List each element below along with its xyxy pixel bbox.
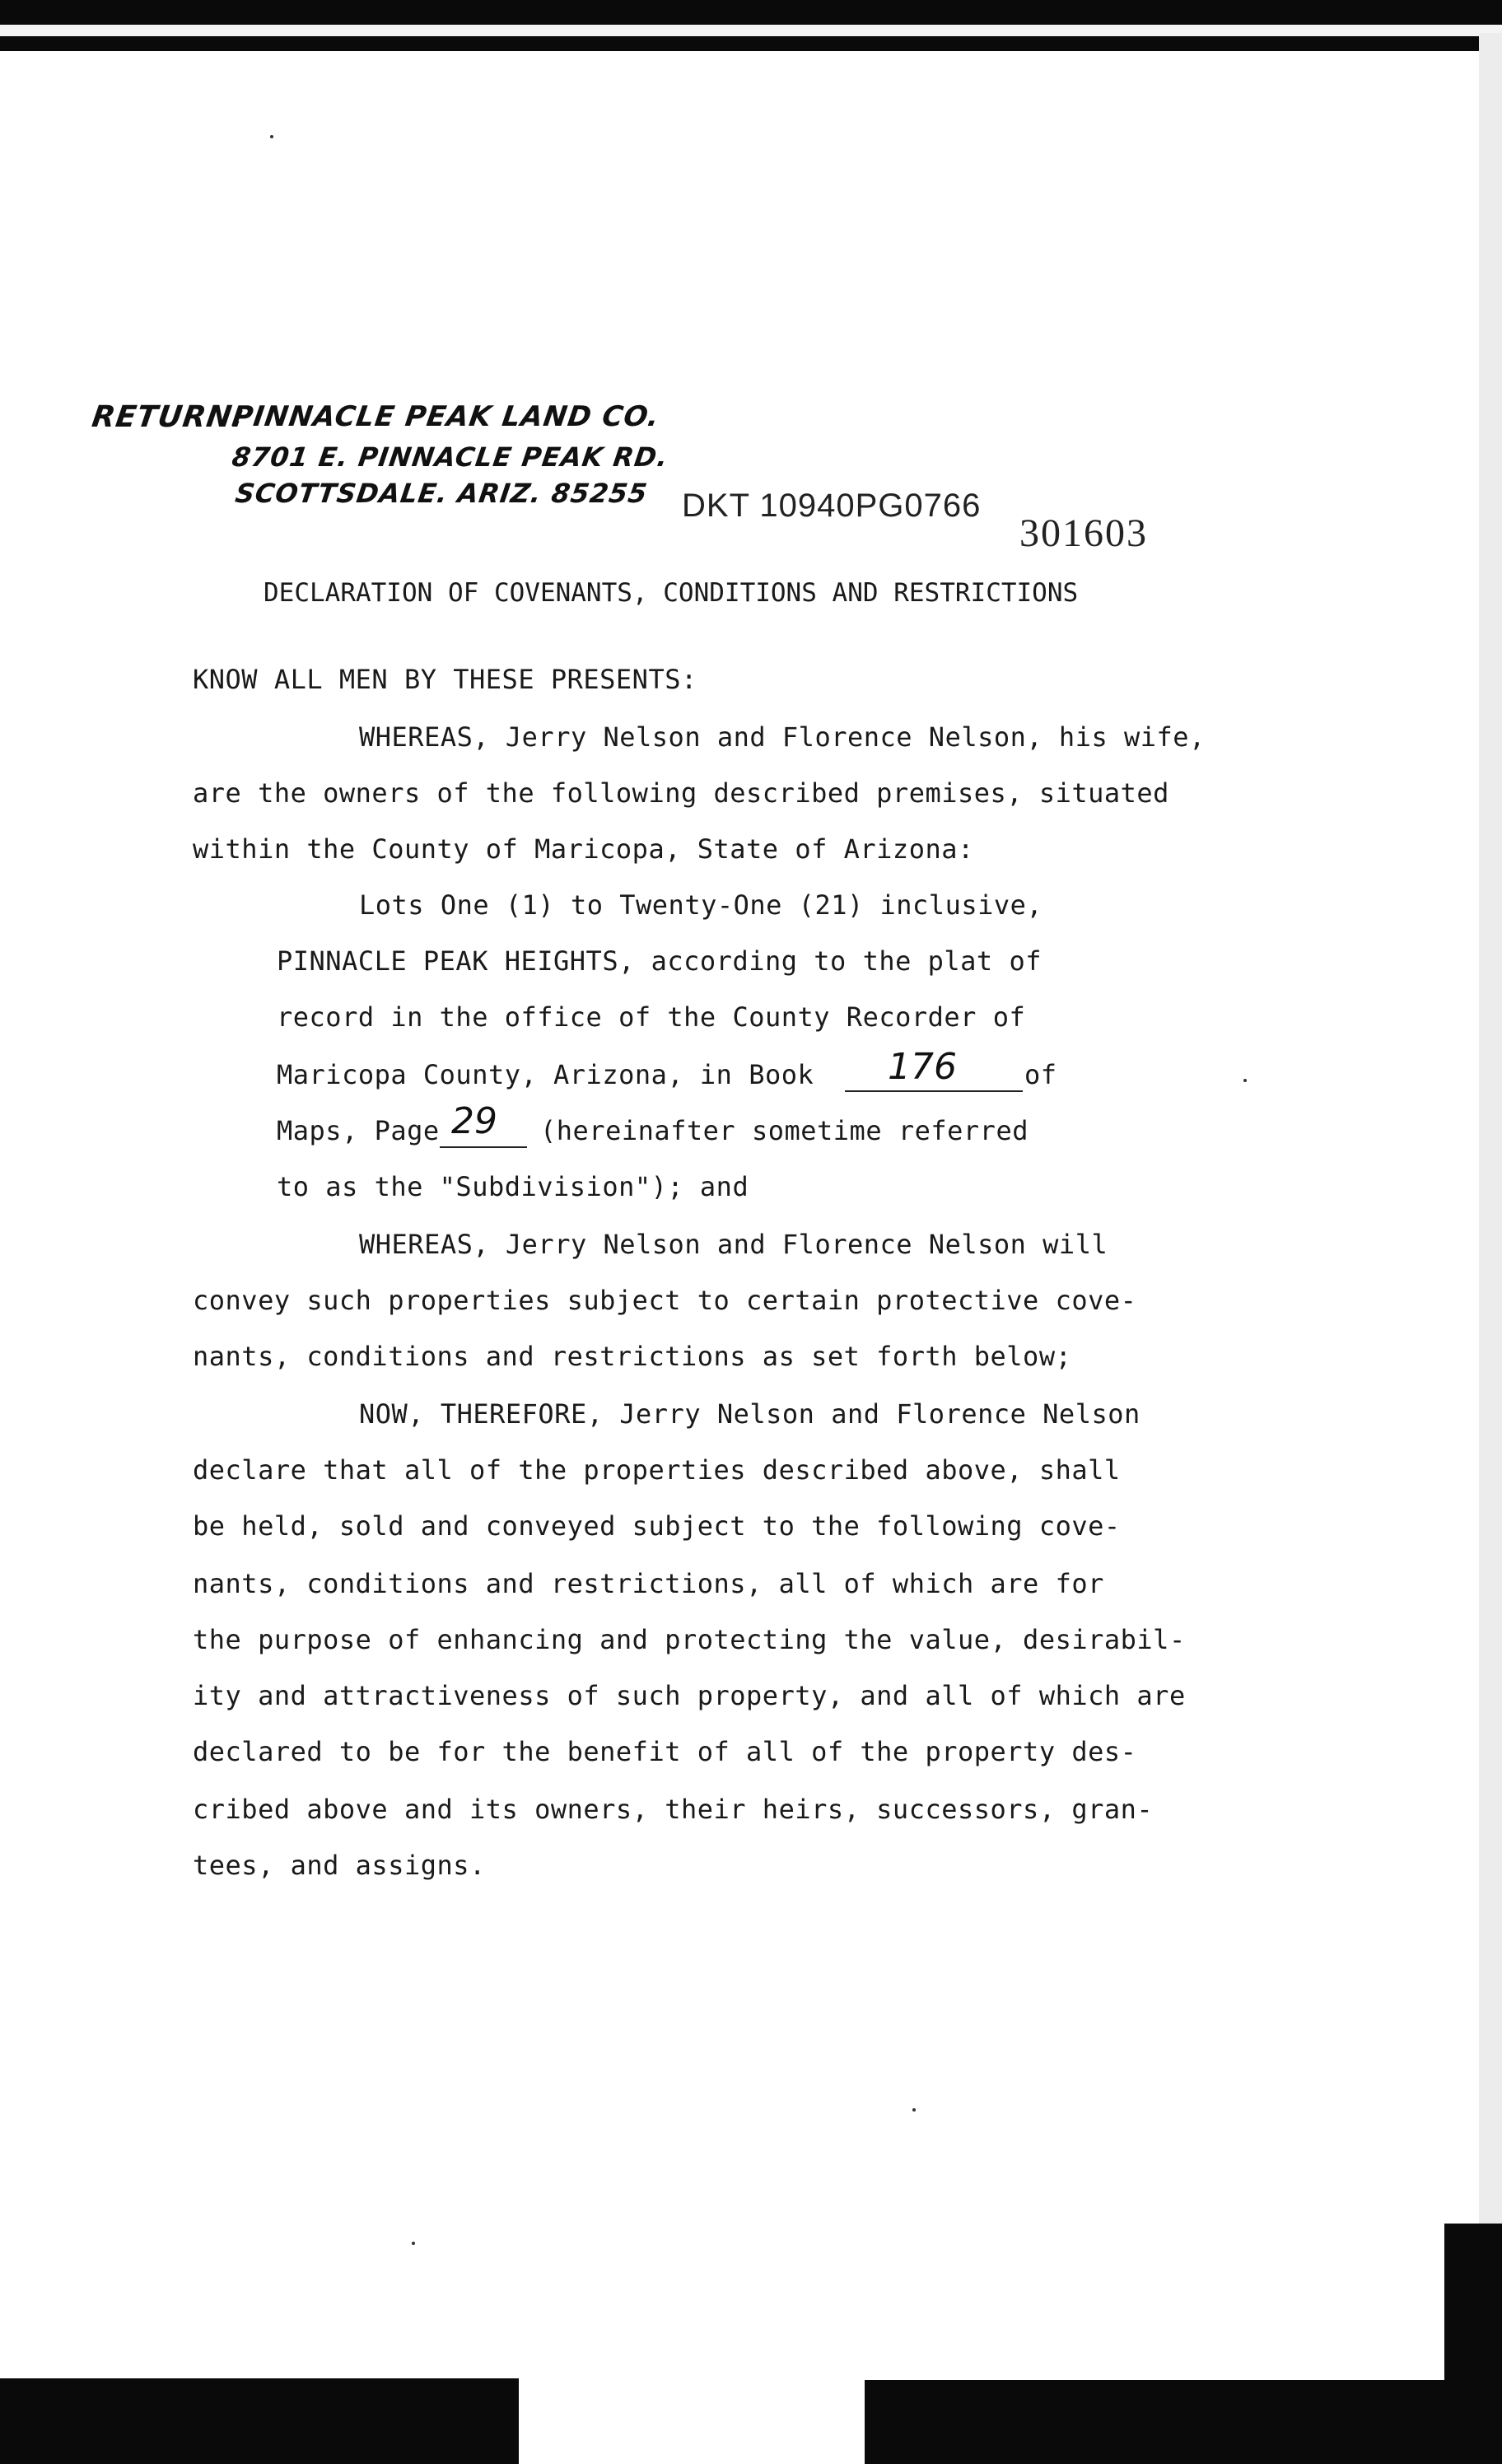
scan-speck <box>412 2242 415 2245</box>
para3-line: declare that all of the properties described above, shall <box>193 1454 1121 1486</box>
document-number: 301603 <box>1019 511 1148 555</box>
book-blank <box>845 1090 1023 1092</box>
page-blank <box>440 1146 527 1148</box>
legal-line: Maps, Page <box>277 1115 440 1146</box>
return-line-2: 8701 E. PINNACLE PEAK RD. <box>230 441 670 473</box>
para2-line: WHEREAS, Jerry Nelson and Florence Nelson will <box>359 1229 1108 1260</box>
para1-line: are the owners of the following described premises, situated <box>193 777 1169 809</box>
para3-line: be held, sold and conveyed subject to the following cove- <box>193 1510 1121 1542</box>
return-label: RETURN: <box>90 400 248 434</box>
scan-speck <box>270 135 273 138</box>
legal-line: (hereinafter sometime referred <box>540 1115 1029 1146</box>
para3-line: cribed above and its owners, their heirs, successors, gran- <box>193 1794 1154 1825</box>
scan-border-gap <box>0 25 1502 36</box>
legal-line: record in the office of the County Recorder of <box>277 1001 1026 1033</box>
para3-line: ity and attractiveness of such property, and all of which are <box>193 1680 1186 1711</box>
para2-line: nants, conditions and restrictions as set forth below; <box>193 1341 1072 1372</box>
scan-edge-right <box>1479 33 1502 2256</box>
para1-line: WHEREAS, Jerry Nelson and Florence Nelson, his wife, <box>359 721 1206 753</box>
docket-stamp: DKT 10940PG0766 <box>682 488 982 524</box>
page-number: 29 <box>451 1100 497 1142</box>
scan-border-bottom-right <box>865 2380 1502 2464</box>
para3-line: NOW, THEREFORE, Jerry Nelson and Florence Nelson <box>359 1398 1140 1430</box>
return-line-1: PINNACLE PEAK LAND CO. <box>230 400 662 433</box>
document-title: DECLARATION OF COVENANTS, CONDITIONS AND RESTRICTIONS <box>264 578 1079 608</box>
book-number: 176 <box>888 1046 957 1088</box>
para2-line: convey such properties subject to certain protective cove- <box>193 1285 1137 1316</box>
legal-line: of <box>1024 1059 1057 1090</box>
para3-line: nants, conditions and restrictions, all of which are for <box>193 1568 1104 1599</box>
para1-line: within the County of Maricopa, State of Arizona: <box>193 833 974 865</box>
scan-speck <box>912 2108 916 2112</box>
scan-border-bottom-left <box>0 2378 519 2464</box>
legal-line: Maricopa County, Arizona, in Book <box>277 1059 814 1090</box>
legal-line: to as the "Subdivision"); and <box>277 1171 749 1202</box>
legal-line: Lots One (1) to Twenty-One (21) inclusive, <box>359 889 1043 921</box>
salutation: KNOW ALL MEN BY THESE PRESENTS: <box>193 664 697 695</box>
return-line-3: SCOTTSDALE. ARIZ. 85255 <box>233 478 650 509</box>
para3-line: tees, and assigns. <box>193 1850 486 1881</box>
para3-line: the purpose of enhancing and protecting the value, desirabil- <box>193 1624 1186 1655</box>
scan-speck <box>1243 1079 1247 1082</box>
legal-line: PINNACLE PEAK HEIGHTS, according to the plat of <box>277 945 1042 977</box>
para3-line: declared to be for the benefit of all of the property des- <box>193 1736 1137 1767</box>
